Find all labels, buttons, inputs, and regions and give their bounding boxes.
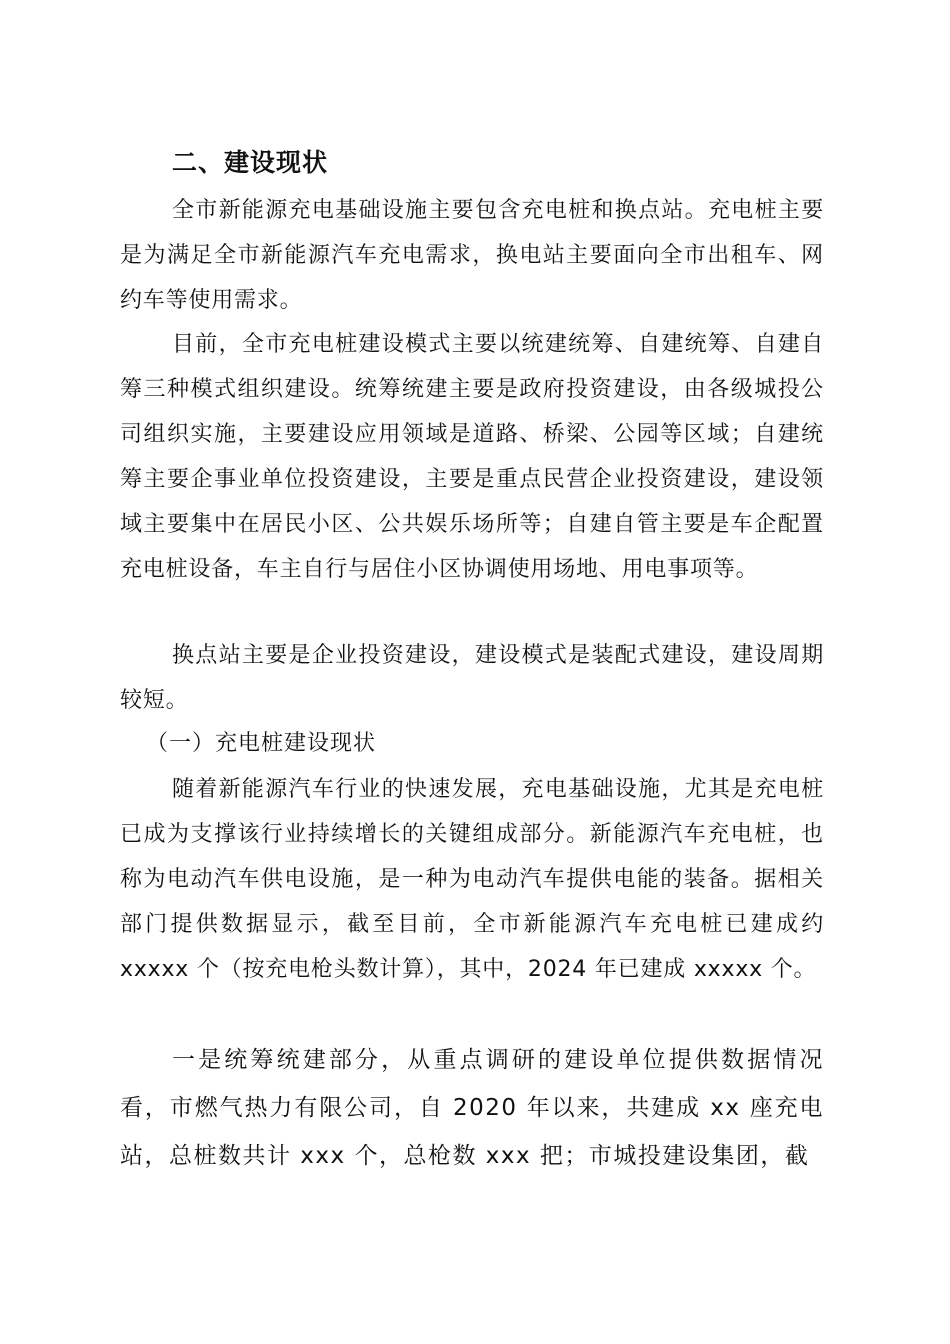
paragraph-overview: 全市新能源充电基础设施主要包含充电桩和换点站。充电桩主要是为满足全市新能源汽车充电需求，换电站主要面向全市出租车、网约车等使用需求。	[120, 198, 824, 313]
subsection-heading: （一）充电桩建设现状	[146, 731, 377, 756]
paragraph-unified-construction: 一是统筹统建部分，从重点调研的建设单位提供数据情况看，市燃气热力有限公司，自 2020 年以来，共建成 xx 座充电站，总桩数共计 xxx 个，总枪数 xxx 把；市城投建设集团，截	[120, 1047, 824, 1169]
section-heading: 二、建设现状	[172, 148, 329, 177]
paragraph-construction-modes: 目前，全市充电桩建设模式主要以统建统筹、自建统筹、自建自筹三种模式组织建设。统筹统建主要是政府投资建设，由各级城投公司组织实施，主要建设应用领域是道路、桥梁、公园等区域；自建统筹主要企事业单位投资建设，主要是重点民营企业投资建设，建设领域主要集中在居民小区、公共娱乐场所等；自建自管主要是车企配置充电桩设备，车主自行与居住小区协调使用场地、用电事项等。	[120, 332, 824, 582]
paragraph-charging-pile-status: 随着新能源汽车行业的快速发展，充电基础设施，尤其是充电桩已成为支撑该行业持续增长的关键组成部分。新能源汽车充电桩，也称为电动汽车供电设施，是一种为电动汽车提供电能的装备。据相关部门提供数据显示，截至目前，全市新能源汽车充电桩已建成约 xxxxx 个（按充电枪头数计算），其中，2024 年已建成 xxxxx 个。	[120, 777, 824, 982]
paragraph-swap-stations: 换点站主要是企业投资建设，建设模式是装配式建设，建设周期较短。	[120, 643, 824, 713]
